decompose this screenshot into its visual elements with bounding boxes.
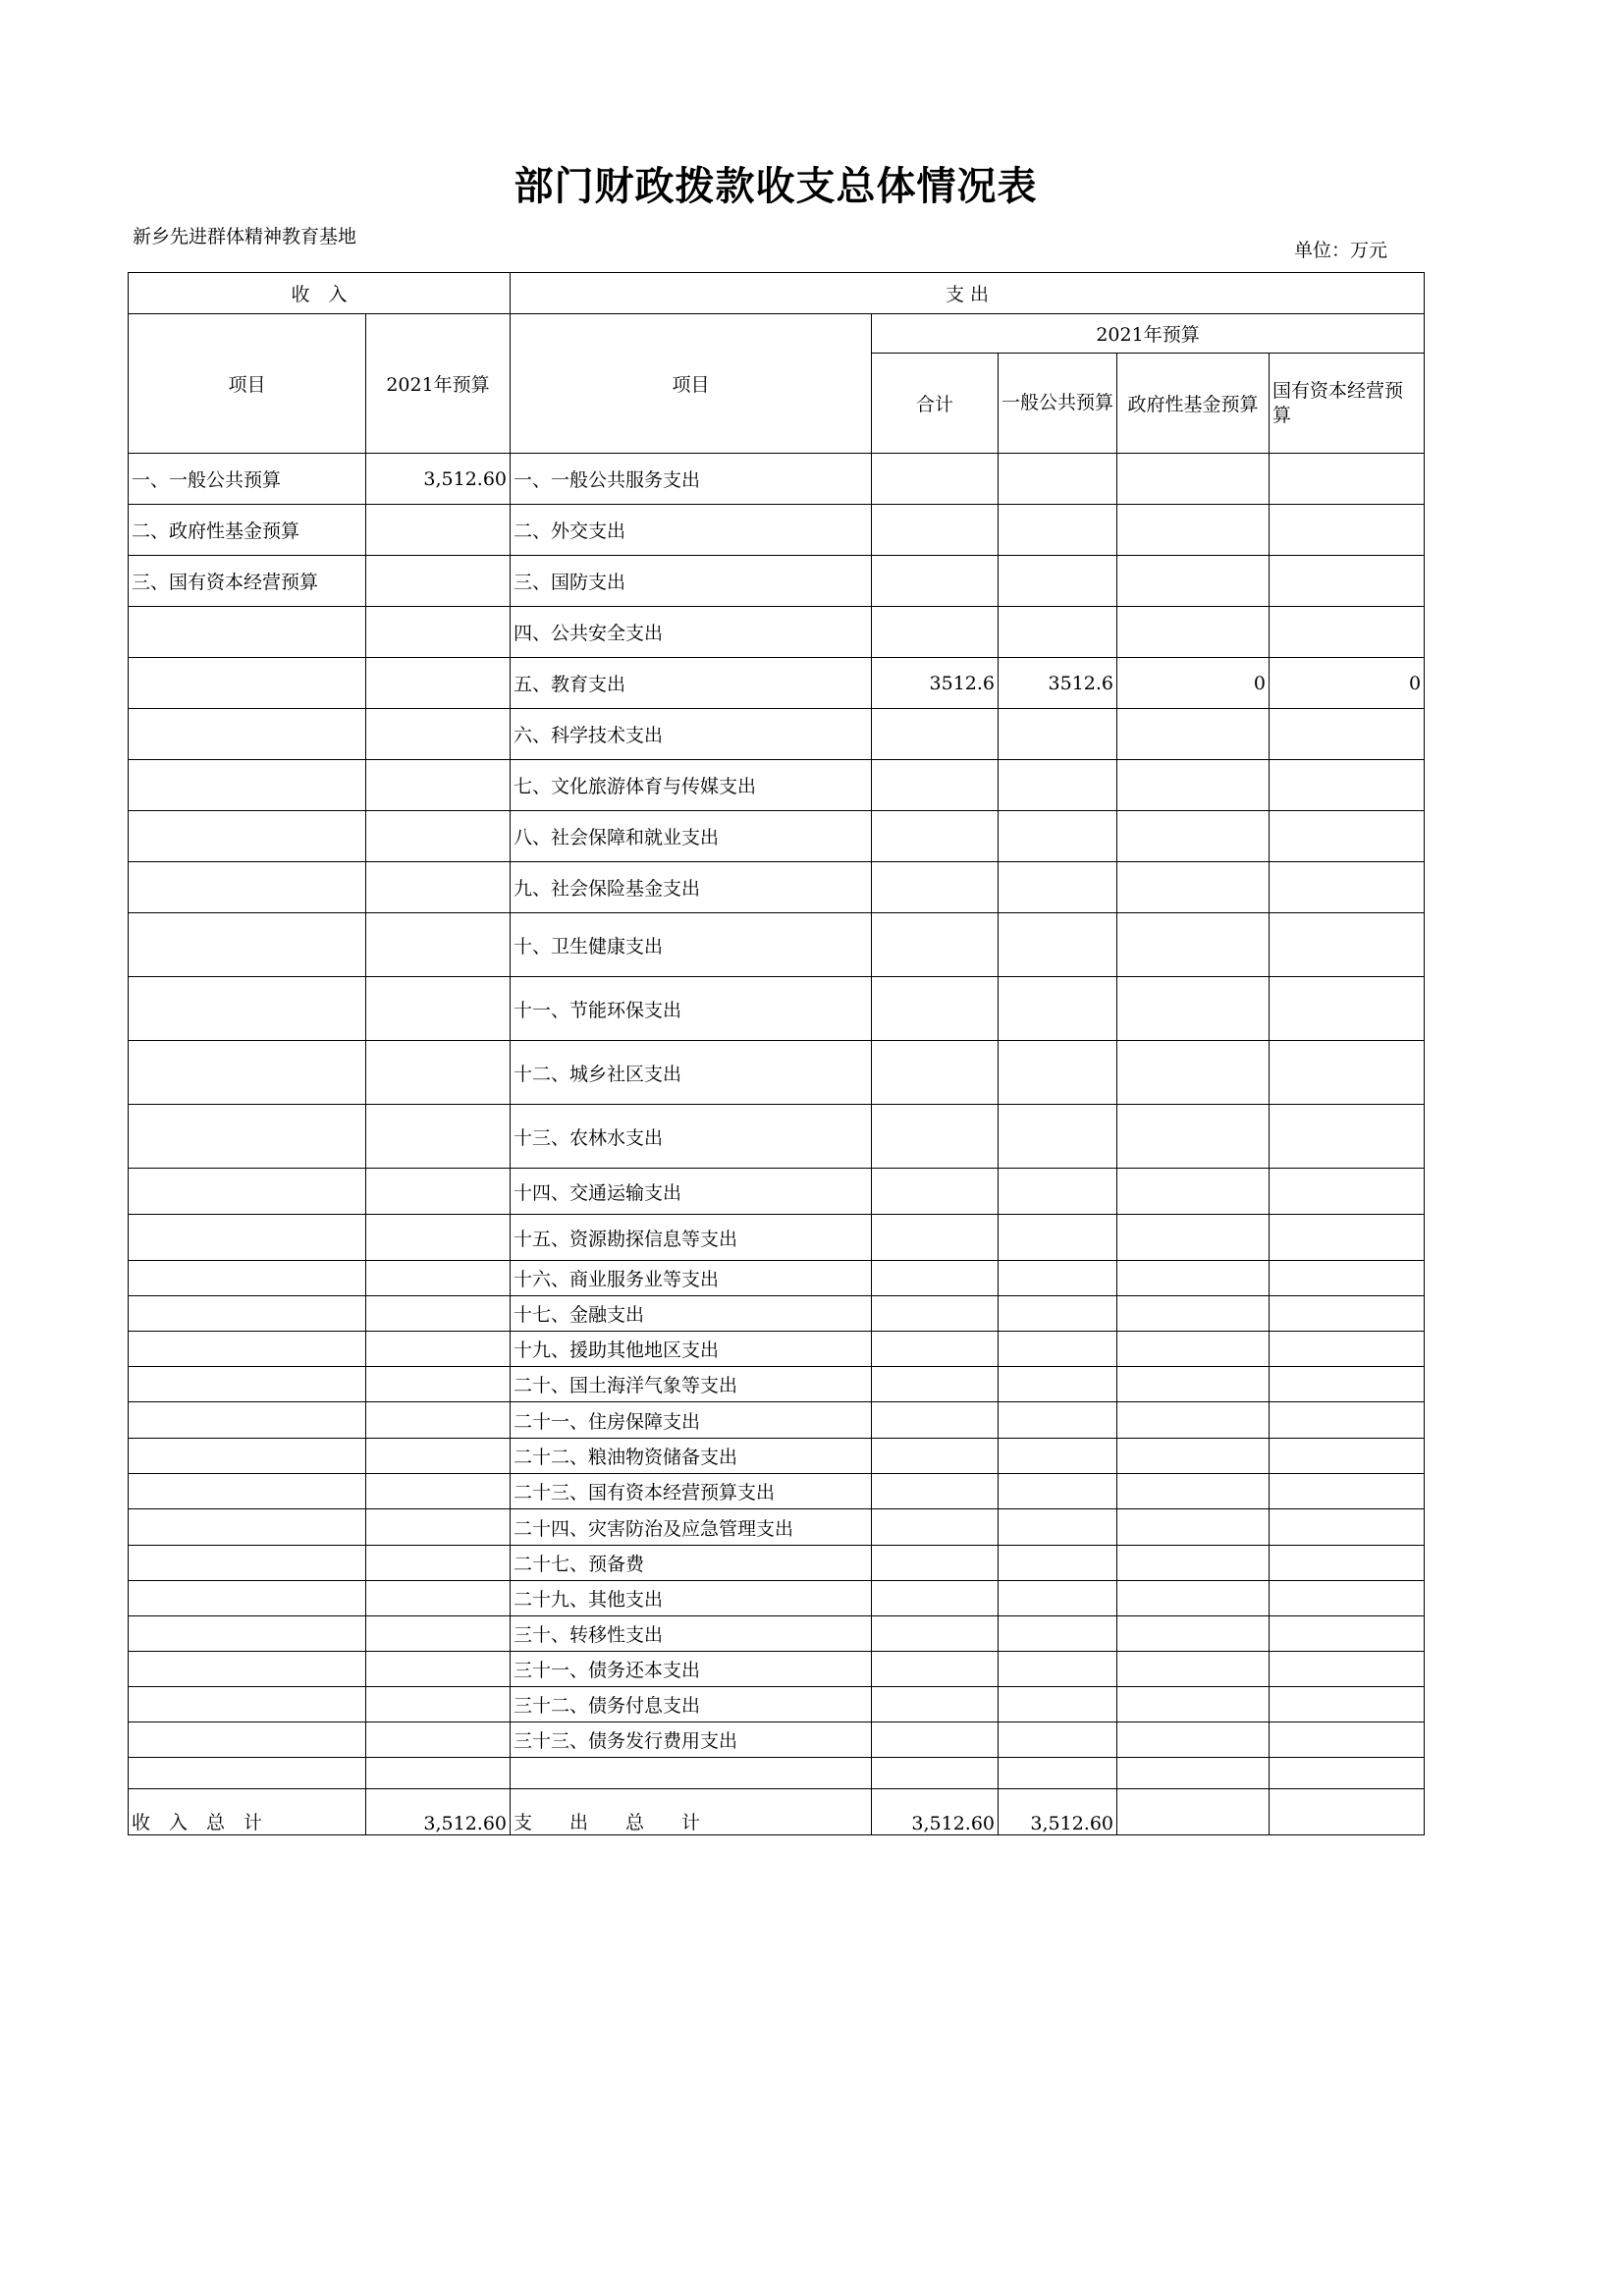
gov-fund-cell [1117, 1687, 1270, 1722]
state-capital-cell [1270, 1616, 1425, 1652]
income-value-cell [366, 1652, 511, 1687]
expense-item-cell: 二十九、其他支出 [511, 1581, 872, 1616]
table-row [129, 1546, 1425, 1581]
gov-fund-cell [1117, 1474, 1270, 1509]
general-public-cell: 3512.6 [999, 658, 1117, 709]
gov-fund-cell [1117, 862, 1270, 913]
expense-total-cell [872, 1652, 999, 1687]
state-capital-cell: 0 [1270, 658, 1425, 709]
expense-header: 支 出 [511, 273, 1425, 314]
general-public-cell [999, 977, 1117, 1041]
expense-item-cell: 三十二、债务付息支出 [511, 1687, 872, 1722]
gov-fund-cell [1117, 454, 1270, 505]
table-row [129, 1581, 1425, 1616]
expense-total-cell [872, 1215, 999, 1261]
income-value-cell [366, 1215, 511, 1261]
table-row [129, 1652, 1425, 1687]
income-value-cell [366, 1105, 511, 1169]
gov-fund-cell [1117, 1169, 1270, 1215]
income-value-cell [366, 760, 511, 811]
general-public-cell [999, 1474, 1117, 1509]
totals-row [129, 1789, 1425, 1835]
gov-fund-cell [1117, 1616, 1270, 1652]
expense-item-cell: 一、一般公共服务支出 [511, 454, 872, 505]
general-public-cell [999, 862, 1117, 913]
table-row [129, 505, 1425, 556]
expense-item-cell: 六、科学技术支出 [511, 709, 872, 760]
state-capital-cell [1270, 1105, 1425, 1169]
state-capital-cell [1270, 505, 1425, 556]
table-row [129, 1367, 1425, 1402]
general-public-cell [999, 1439, 1117, 1474]
gov-fund-cell [1117, 811, 1270, 862]
income-value-cell [366, 913, 511, 977]
expense-total-cell [872, 1332, 999, 1367]
expense-item-cell: 十一、节能环保支出 [511, 977, 872, 1041]
gov-fund-cell [1117, 1509, 1270, 1546]
state-capital-cell [1270, 607, 1425, 658]
gov-fund-cell [1117, 1215, 1270, 1261]
state-capital-cell [1270, 977, 1425, 1041]
general-public-cell [999, 1687, 1117, 1722]
expense-total-cell [872, 1581, 999, 1616]
gov-fund-cell [1117, 1041, 1270, 1105]
expense-item-cell: 二十、国土海洋气象等支出 [511, 1367, 872, 1402]
expense-total-cell [872, 1439, 999, 1474]
expense-item-cell: 七、文化旅游体育与传媒支出 [511, 760, 872, 811]
expense-item-cell: 十九、援助其他地区支出 [511, 1332, 872, 1367]
table-row [129, 1169, 1425, 1215]
organization-name: 新乡先进群体精神教育基地 [133, 226, 357, 247]
gov-fund-cell [1117, 607, 1270, 658]
header-row-1 [129, 273, 1425, 314]
income-total-value: 3,512.60 [366, 1789, 511, 1835]
state-capital-header: 国有资本经营预算 [1270, 354, 1425, 454]
income-value-cell [366, 1546, 511, 1581]
gov-fund-cell [1117, 913, 1270, 977]
income-item-cell [129, 1169, 366, 1215]
gov-fund-cell [1117, 1367, 1270, 1402]
expense-item-cell: 二十一、住房保障支出 [511, 1402, 872, 1439]
general-public-cell [999, 556, 1117, 607]
general-public-cell [999, 1581, 1117, 1616]
general-public-header: 一般公共预算 [999, 354, 1117, 454]
income-item-cell [129, 1367, 366, 1402]
table-row [129, 1687, 1425, 1722]
gov-fund-cell [1117, 1722, 1270, 1758]
table-row [129, 1402, 1425, 1439]
expense-total-cell [872, 1296, 999, 1332]
expense-item-cell: 二十二、粮油物资储备支出 [511, 1439, 872, 1474]
expense-item-cell: 三、国防支出 [511, 556, 872, 607]
general-public-cell [999, 1041, 1117, 1105]
general-public-cell [999, 1402, 1117, 1439]
general-public-cell [999, 1509, 1117, 1546]
table-row [129, 454, 1425, 505]
income-item-cell [129, 1105, 366, 1169]
expense-item-cell: 十六、商业服务业等支出 [511, 1261, 872, 1296]
expense-total-cell [872, 607, 999, 658]
income-item-cell [129, 1758, 366, 1789]
income-item-cell [129, 1652, 366, 1687]
income-item-cell [129, 658, 366, 709]
state-capital-cell [1270, 556, 1425, 607]
gov-fund-cell: 0 [1117, 658, 1270, 709]
table-row [129, 1758, 1425, 1789]
state-capital-cell [1270, 913, 1425, 977]
income-item-cell [129, 1402, 366, 1439]
income-value-cell [366, 1722, 511, 1758]
expense-item-cell: 十五、资源勘探信息等支出 [511, 1215, 872, 1261]
income-value-cell [366, 505, 511, 556]
state-capital-cell [1270, 709, 1425, 760]
income-value-cell [366, 1332, 511, 1367]
table-row [129, 607, 1425, 658]
income-item-cell: 三、国有资本经营预算 [129, 556, 366, 607]
expense-item-cell: 八、社会保障和就业支出 [511, 811, 872, 862]
income-item-header: 项目 [129, 314, 366, 454]
expense-total-cell [872, 862, 999, 913]
expense-total-cell [872, 1261, 999, 1296]
income-value-cell [366, 1367, 511, 1402]
expense-item-cell: 三十三、债务发行费用支出 [511, 1722, 872, 1758]
income-item-cell [129, 760, 366, 811]
expense-total-cell [872, 1474, 999, 1509]
table-row [129, 1616, 1425, 1652]
table-row [129, 658, 1425, 709]
income-value-cell [366, 1758, 511, 1789]
gov-fund-cell [1117, 1296, 1270, 1332]
general-public-cell [999, 760, 1117, 811]
income-item-cell: 二、政府性基金预算 [129, 505, 366, 556]
state-capital-cell [1270, 1546, 1425, 1581]
income-value-cell [366, 1402, 511, 1439]
income-item-cell [129, 1439, 366, 1474]
income-item-cell [129, 1215, 366, 1261]
expense-item-cell: 十二、城乡社区支出 [511, 1041, 872, 1105]
gov-fund-total-value [1117, 1789, 1270, 1835]
state-capital-cell [1270, 1367, 1425, 1402]
expense-item-cell: 十四、交通运输支出 [511, 1169, 872, 1215]
income-item-cell [129, 811, 366, 862]
income-value-cell [366, 1474, 511, 1509]
general-public-cell [999, 1616, 1117, 1652]
state-capital-cell [1270, 760, 1425, 811]
expense-item-cell: 三十一、债务还本支出 [511, 1652, 872, 1687]
expense-total-cell [872, 1367, 999, 1402]
total-header: 合计 [872, 354, 999, 454]
expense-item-cell: 十、卫生健康支出 [511, 913, 872, 977]
expense-total-cell [872, 709, 999, 760]
expense-total-cell [872, 1722, 999, 1758]
general-public-cell [999, 1215, 1117, 1261]
table-row [129, 1041, 1425, 1105]
expense-item-cell: 九、社会保险基金支出 [511, 862, 872, 913]
table-row [129, 1261, 1425, 1296]
income-value-cell [366, 1616, 511, 1652]
unit-label: 单位：万元 [1294, 240, 1388, 261]
table-row [129, 1332, 1425, 1367]
income-value-cell: 3,512.60 [366, 454, 511, 505]
gov-fund-cell [1117, 1439, 1270, 1474]
expense-item-cell: 十三、农林水支出 [511, 1105, 872, 1169]
table-row [129, 862, 1425, 913]
gov-fund-cell [1117, 760, 1270, 811]
state-capital-cell [1270, 1332, 1425, 1367]
general-public-cell [999, 1296, 1117, 1332]
expense-item-cell: 二十七、预备费 [511, 1546, 872, 1581]
table-row [129, 1474, 1425, 1509]
general-public-cell [999, 709, 1117, 760]
gov-fund-cell [1117, 1758, 1270, 1789]
income-item-cell [129, 913, 366, 977]
state-capital-total-value [1270, 1789, 1425, 1835]
income-value-cell [366, 1169, 511, 1215]
expense-total-cell [872, 556, 999, 607]
state-capital-cell [1270, 1402, 1425, 1439]
table-row [129, 1722, 1425, 1758]
gov-fund-cell [1117, 709, 1270, 760]
expense-total-cell [872, 1402, 999, 1439]
state-capital-cell [1270, 1169, 1425, 1215]
general-public-cell [999, 505, 1117, 556]
state-capital-cell [1270, 1215, 1425, 1261]
expense-total-cell [872, 977, 999, 1041]
gov-fund-header: 政府性基金预算 [1117, 354, 1270, 454]
expense-total-cell [872, 1509, 999, 1546]
state-capital-cell [1270, 1041, 1425, 1105]
gov-fund-cell [1117, 1332, 1270, 1367]
income-item-cell [129, 709, 366, 760]
general-public-cell [999, 913, 1117, 977]
income-value-cell [366, 977, 511, 1041]
page-title: 部门财政拨款收支总体情况表 [514, 163, 1038, 209]
gov-fund-cell [1117, 1581, 1270, 1616]
expense-total-cell [872, 1105, 999, 1169]
state-capital-cell [1270, 1722, 1425, 1758]
expense-total-cell [872, 811, 999, 862]
general-public-cell [999, 811, 1117, 862]
income-value-cell [366, 1041, 511, 1105]
general-public-cell [999, 1367, 1117, 1402]
state-capital-cell [1270, 1474, 1425, 1509]
table-row [129, 556, 1425, 607]
header-row-2 [129, 314, 1425, 354]
gov-fund-cell [1117, 977, 1270, 1041]
expense-total-cell [872, 1546, 999, 1581]
income-value-cell [366, 1296, 511, 1332]
expense-total-cell [872, 1616, 999, 1652]
state-capital-cell [1270, 1439, 1425, 1474]
income-item-cell [129, 1261, 366, 1296]
table-row [129, 811, 1425, 862]
income-value-cell [366, 1687, 511, 1722]
income-value-cell [366, 709, 511, 760]
gov-fund-cell [1117, 1652, 1270, 1687]
income-value-cell [366, 1439, 511, 1474]
general-public-cell [999, 1332, 1117, 1367]
income-item-cell [129, 862, 366, 913]
income-item-cell [129, 1687, 366, 1722]
general-public-cell [999, 454, 1117, 505]
state-capital-cell [1270, 1296, 1425, 1332]
income-value-cell [366, 556, 511, 607]
table-row [129, 1105, 1425, 1169]
gov-fund-cell [1117, 556, 1270, 607]
income-value-cell [366, 1581, 511, 1616]
expense-item-header: 项目 [511, 314, 872, 454]
expense-item-cell: 三十、转移性支出 [511, 1616, 872, 1652]
gov-fund-cell [1117, 505, 1270, 556]
income-value-cell [366, 658, 511, 709]
expense-total-cell: 3512.6 [872, 658, 999, 709]
state-capital-cell [1270, 811, 1425, 862]
expense-item-cell: 二、外交支出 [511, 505, 872, 556]
income-item-cell [129, 1546, 366, 1581]
income-item-cell [129, 977, 366, 1041]
general-public-cell [999, 1169, 1117, 1215]
income-item-cell [129, 1041, 366, 1105]
income-item-cell: 一、一般公共预算 [129, 454, 366, 505]
expense-item-cell: 二十四、灾害防治及应急管理支出 [511, 1509, 872, 1546]
table-row [129, 1439, 1425, 1474]
income-item-cell [129, 1474, 366, 1509]
general-public-cell [999, 1105, 1117, 1169]
income-value-cell [366, 862, 511, 913]
expense-total-cell [872, 454, 999, 505]
budget-year-header: 2021年预算 [872, 314, 1425, 354]
gov-fund-cell [1117, 1261, 1270, 1296]
income-item-cell [129, 1296, 366, 1332]
income-budget-header: 2021年预算 [366, 314, 511, 454]
expense-total-cell [872, 1758, 999, 1789]
table-row [129, 1296, 1425, 1332]
income-item-cell [129, 1722, 366, 1758]
expense-item-cell: 五、教育支出 [511, 658, 872, 709]
general-public-cell [999, 1652, 1117, 1687]
state-capital-cell [1270, 1261, 1425, 1296]
table-row [129, 709, 1425, 760]
expense-total-cell [872, 1041, 999, 1105]
income-total-label: 收 入 总 计 [129, 1789, 366, 1835]
expense-item-cell: 十七、金融支出 [511, 1296, 872, 1332]
gov-fund-cell [1117, 1105, 1270, 1169]
state-capital-cell [1270, 862, 1425, 913]
income-item-cell [129, 1616, 366, 1652]
table-row [129, 1215, 1425, 1261]
gov-fund-cell [1117, 1402, 1270, 1439]
table-row [129, 760, 1425, 811]
table-row [129, 913, 1425, 977]
budget-table [128, 272, 1425, 1835]
state-capital-cell [1270, 454, 1425, 505]
expense-total-label: 支 出 总 计 [511, 1789, 872, 1835]
general-public-cell [999, 1261, 1117, 1296]
income-value-cell [366, 607, 511, 658]
expense-total-cell [872, 1169, 999, 1215]
expense-total-cell [872, 913, 999, 977]
state-capital-cell [1270, 1758, 1425, 1789]
general-public-cell [999, 1758, 1117, 1789]
income-item-cell [129, 1509, 366, 1546]
expense-total-cell [872, 760, 999, 811]
income-item-cell [129, 607, 366, 658]
income-value-cell [366, 811, 511, 862]
general-public-cell [999, 1722, 1117, 1758]
expense-item-cell [511, 1758, 872, 1789]
income-value-cell [366, 1509, 511, 1546]
expense-item-cell: 二十三、国有资本经营预算支出 [511, 1474, 872, 1509]
gov-fund-cell [1117, 1546, 1270, 1581]
general-public-cell [999, 607, 1117, 658]
expense-item-cell: 四、公共安全支出 [511, 607, 872, 658]
expense-total-value: 3,512.60 [872, 1789, 999, 1835]
expense-total-cell [872, 1687, 999, 1722]
state-capital-cell [1270, 1687, 1425, 1722]
state-capital-cell [1270, 1509, 1425, 1546]
table-row [129, 1509, 1425, 1546]
general-public-cell [999, 1546, 1117, 1581]
state-capital-cell [1270, 1581, 1425, 1616]
income-value-cell [366, 1261, 511, 1296]
income-item-cell [129, 1332, 366, 1367]
table-row [129, 977, 1425, 1041]
expense-total-cell [872, 505, 999, 556]
income-item-cell [129, 1581, 366, 1616]
state-capital-cell [1270, 1652, 1425, 1687]
general-public-total-value: 3,512.60 [999, 1789, 1117, 1835]
income-header: 收 入 [129, 273, 511, 314]
